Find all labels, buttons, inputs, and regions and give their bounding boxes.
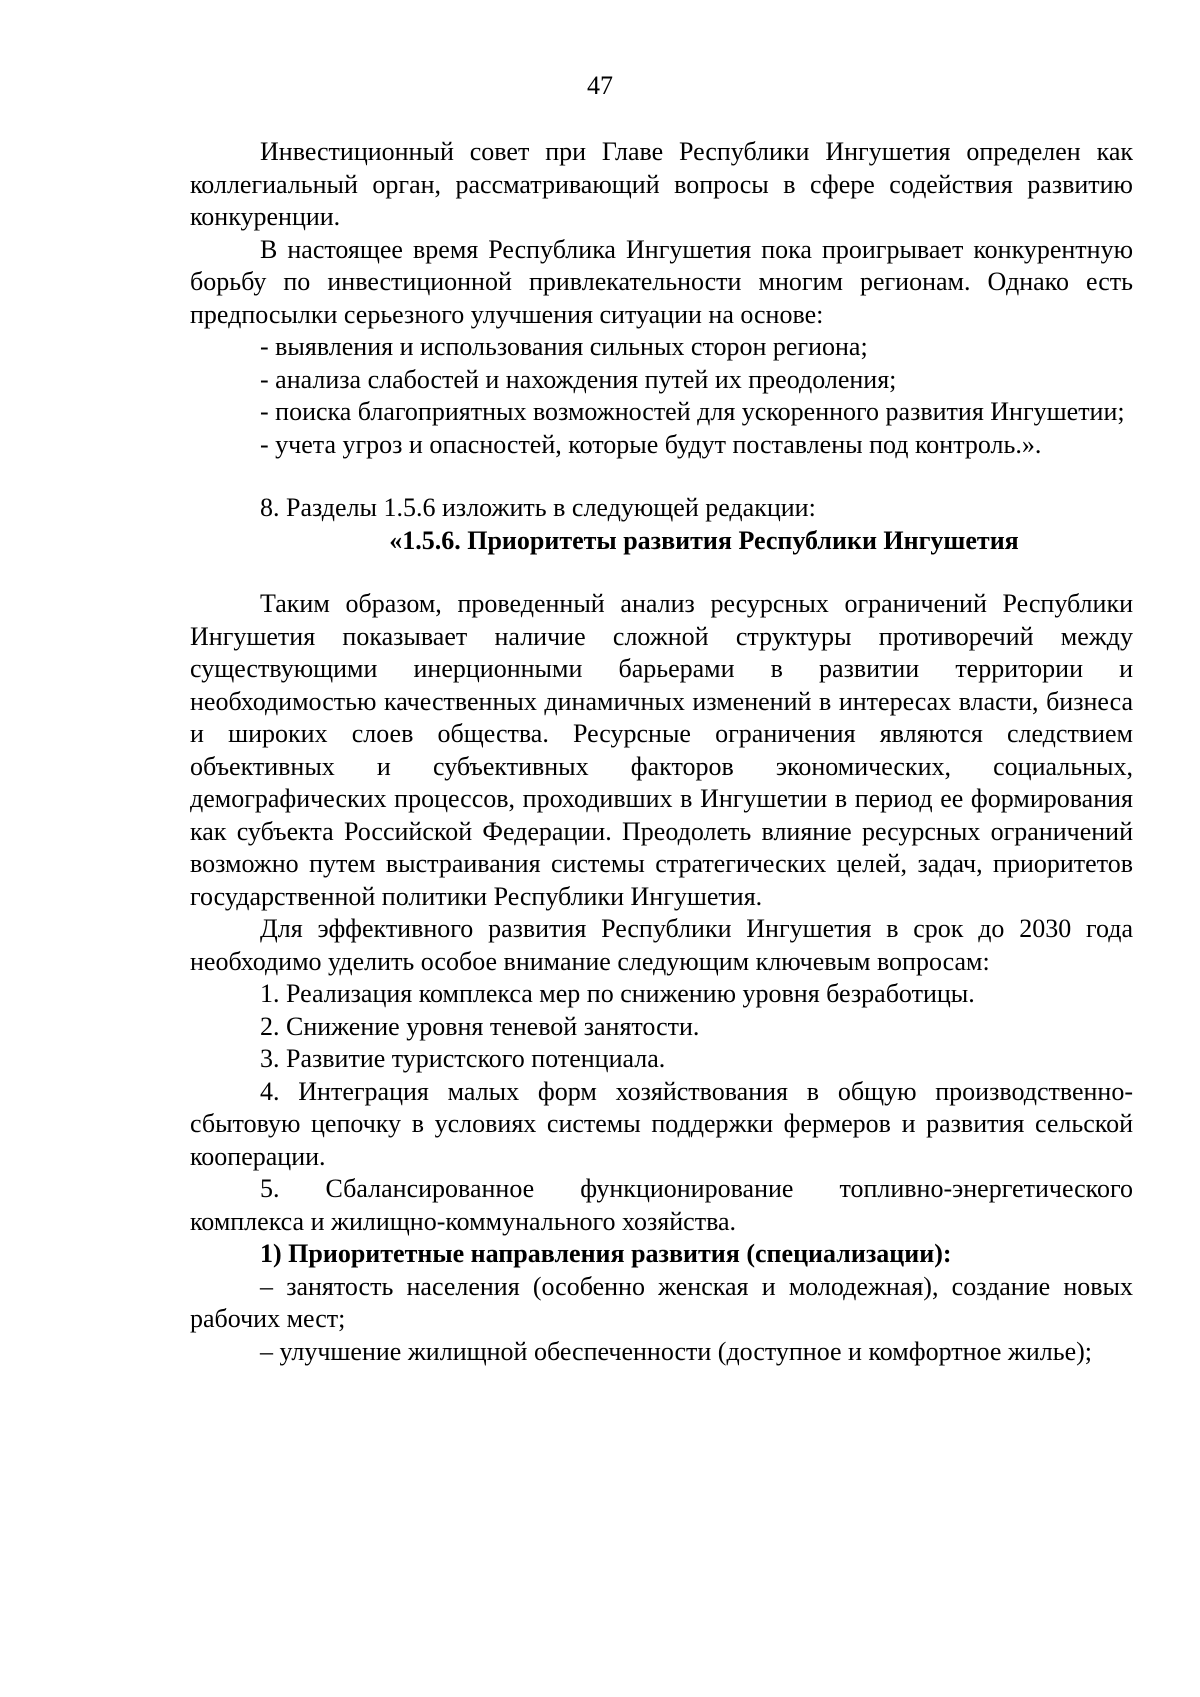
priority-item: – улучшение жилищной обеспеченности (доступное и комфортное жилье); [260, 1336, 1093, 1366]
list-item: - учета угроз и опасностей, которые будут поставлены под контроль.». [260, 429, 1042, 459]
document-body [190, 136, 1133, 1368]
list-item: - анализа слабостей и нахождения путей их преодоления; [260, 364, 897, 394]
list-item: 2. Снижение уровня теневой занятости. [260, 1011, 700, 1041]
list-item: 4. Интеграция малых форм хозяйствования в общую производственно-сбытовую цепочку в условиях системы поддержки фермеров и развития сельской кооперации. [190, 1076, 1133, 1171]
priority-item: – занятость населения (особенно женская и молодежная), создание новых рабочих мест; [190, 1271, 1133, 1333]
paragraph: Инвестиционный совет при Главе Республики Ингушетия определен как коллегиальный орган, рассматривающий вопросы в сфере содействия развитию конкуренции. [190, 137, 1133, 231]
list-item: 3. Развитие туристского потенциала. [260, 1044, 666, 1073]
paragraph: Таким образом, проведенный анализ ресурсных ограничений Республики Ингушетия показывает наличие сложной структуры противоречий между существующими инерционными барьерами в развитии территории и необходимостью качественных динамичных изменений в интересах власти, бизнеса и широких слоев общества. Ресурсные ограничения являются следствием объективных и субъективных факторов экономических, социальных, демографических процессов, проходивших в Ингушетии в период ее формирования как субъекта Российской Федерации. Преодолеть влияние ресурсных ограничений возможно путем выстраивания системы стратегических целей, задач, приоритетов государственной политики Республики Ингушетия. [190, 589, 1133, 911]
paragraph: Для эффективного развития Республики Ингушетия в срок до 2030 года необходимо уделить особое внимание следующим ключевым вопросам: [190, 914, 1133, 976]
priority-heading: 1) Приоритетные направления развития (специализации): [260, 1239, 952, 1268]
list-item: - поиска благоприятных возможностей для ускоренного развития Ингушетии; [260, 397, 1125, 426]
page-number: 47 [587, 71, 613, 100]
section-heading: «1.5.6. Приоритеты развития Республики Ингушетия [389, 525, 1019, 555]
amendment-item: 8. Разделы 1.5.6 изложить в следующей редакции: [260, 493, 816, 522]
paragraph: В настоящее время Республика Ингушетия пока проигрывает конкурентную борьбу по инвестиционной привлекательности многим регионам. Однако есть предпосылки серьезного улучшения ситуации на основе: [190, 234, 1133, 329]
list-item: 5. Сбалансированное функционирование топливно-энергетического комплекса и жилищно-коммунального хозяйства. [190, 1174, 1133, 1236]
list-item: 1. Реализация комплекса мер по снижению уровня безработицы. [260, 979, 975, 1008]
list-item: - выявления и использования сильных сторон региона; [260, 332, 868, 361]
